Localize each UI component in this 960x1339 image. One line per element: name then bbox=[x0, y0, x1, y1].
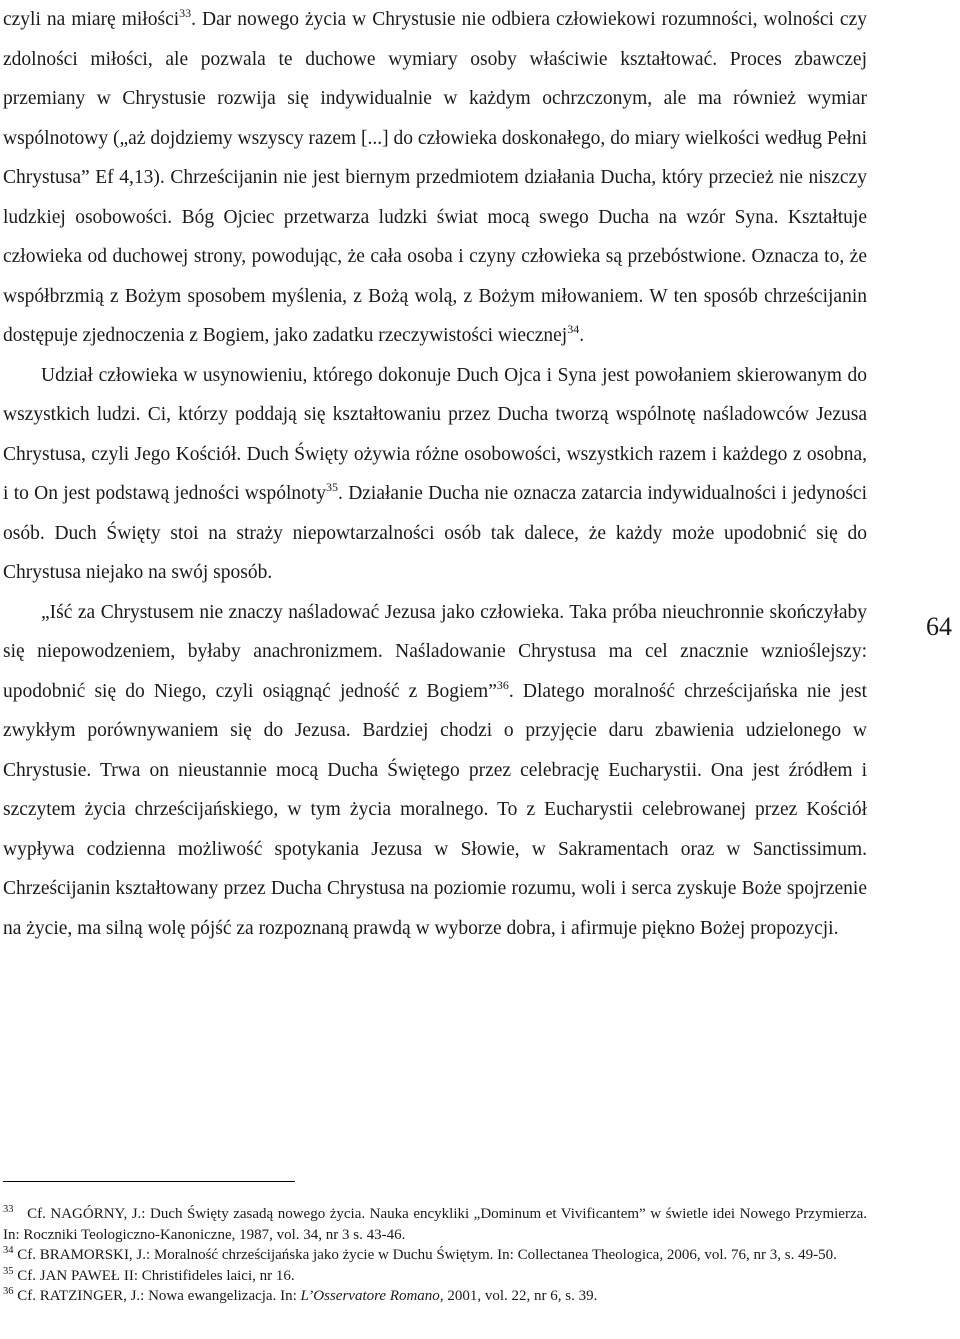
main-text bbox=[3, 0, 867, 948]
paragraph-text: Udział człowieka w usynowieniu, którego dokonuje Duch Ojca i Syna jest powołaniem skierowanym do wszystkich ludzi. Ci, którzy poddają się kształtowaniu przez Ducha tworzą wspólnotę naśladowców Jezusa Chrystusa, czyli Jego Kościół. Duch Święty ożywia różne osobowości, wszystkich razem i każdego z osobna, i to On jest podstawą jedności wspólnoty bbox=[3, 364, 867, 504]
footnote-number: 35 bbox=[3, 1265, 14, 1277]
paragraph bbox=[3, 593, 867, 949]
footnote-number: 36 bbox=[3, 1286, 14, 1297]
paragraph-text: . bbox=[579, 325, 585, 346]
page-number: 64 bbox=[926, 612, 952, 641]
paragraph bbox=[3, 0, 867, 356]
paragraph-text: . Działanie Ducha nie oznacza zatarcia indywidualności i jedyności osób. Duch Święty stoi na straży niepowtarzalności osób tak dalece, że każdy może upodobnić się do Chrystusa niejako na swój sposób. bbox=[3, 483, 867, 583]
paragraph-text: czyli na miarę miłości bbox=[3, 9, 180, 30]
footnote-text: Cf. NAGÓRNY, J.: Duch Święty zasadą nowego życia. Nauka encykliki „Dominum et Vivificantem” w świetle idei Nowego Przymierza. In: Roczniki Teologiczno-Kanoniczne, 1987, vol. 34, nr 3 s. 43-46. bbox=[3, 1206, 868, 1243]
paragraph bbox=[3, 356, 867, 593]
paragraph-text: . Dar nowego życia w Chrystusie nie odbiera człowiekowi rozumności, wolności czy zdolności miłości, ale pozwala te duchowe wymiary osoby właściwie kształtować. Proces zbawczej przemiany w Chrystusie rozwija się indywidualnie w każdym ochrzczonym, ale ma również wymiar wspólnotowy („aż dojdziemy wszyscy razem [...] do człowieka doskonałego, do miary wielkości według Pełni Chrystusa” Ef 4,13). Chrześcijanin nie jest biernym przedmiotem działania Ducha, który przecież nie niszczy ludzkiej osobowości. Bóg Ojciec przetwarza ludzki świat mocą swego Ducha na wzór Syna. Kształtuje człowieka od duchowej strony, powodując, że cała osoba i czyny człowieka są przebóstwione. Oznacza to, że współbrzmią z Bożym sposobem myślenia, z Bożą wolą, z Bożym miłowaniem. W ten sposób chrześcijanin dostępuje zjednoczenia z Bogiem, jako zadatku rzeczywistości wiecznej bbox=[3, 9, 867, 346]
footnote-ref[interactable]: 36 bbox=[496, 677, 509, 692]
footnote bbox=[3, 1204, 867, 1245]
footnote-number: 33 bbox=[3, 1204, 14, 1215]
footnote-text: , 2001, vol. 22, nr 6, s. 39. bbox=[439, 1288, 598, 1304]
footnote-text: Cf. JAN PAWEŁ II: Christifideles laici, nr 16. bbox=[17, 1267, 295, 1284]
footnote-ref[interactable]: 35 bbox=[326, 480, 339, 494]
footnote-text: Cf. BRAMORSKI, J.: Moralność chrześcijańska jako życie w Duchu Świętym. In: Collectanea Theologica, 2006, vol. 76, nr 3, s. 49-50. bbox=[17, 1247, 837, 1263]
paragraph-text: „Iść za Chrystusem nie znaczy naśladować Jezusa jako człowieka. Taka próba nieuchronnie skończyłaby się niepowodzeniem, byłaby anachronizmem. Naśladowanie Chrystusa ma cel znacznie wznioślejszy: upodobnić się do Niego, czyli osiągnąć jedność z Bogiem” bbox=[3, 601, 867, 702]
footnote bbox=[3, 1266, 867, 1287]
paragraph-text: . Dlatego moralność chrześcijańska nie jest zwykłym porównywaniem się do Jezusa. Bardziej chodzi o przyjęcie daru zbawienia udzielonego w Chrystusie. Trwa on nieustannie mocą Ducha Świętego przez celebrację Eucharystii. Ona jest źródłem i szczytem życia chrześcijańskiego, w tym życia moralnego. To z Eucharystii celebrowanej przez Kościół wypływa codzienna możliwość spotykania Jezusa w Słowie, w Sakramentach oraz w Sanctissimum. Chrześcijanin kształtowany przez Ducha Chrystusa na poziomie rozumu, woli i serca zyskuje Boże spojrzenie na życie, ma silną wolę pójść za rozpoznaną prawdą w wyborze dobra, i afirmuje piękno Bożej propozycji. bbox=[3, 680, 867, 939]
footnote-number: 34 bbox=[3, 1245, 14, 1256]
footnote bbox=[3, 1286, 867, 1307]
footnote-text: Cf. RATZINGER, J.: Nowa ewangelizacja. In: bbox=[17, 1288, 301, 1304]
footnote bbox=[3, 1245, 867, 1266]
footnotes bbox=[3, 1204, 867, 1307]
footnote-ref[interactable]: 33 bbox=[179, 6, 192, 20]
footnote-journal-title: L’Osservatore Romano bbox=[300, 1288, 440, 1304]
footnote-separator bbox=[3, 1181, 295, 1182]
footnote-ref[interactable]: 34 bbox=[567, 322, 580, 336]
